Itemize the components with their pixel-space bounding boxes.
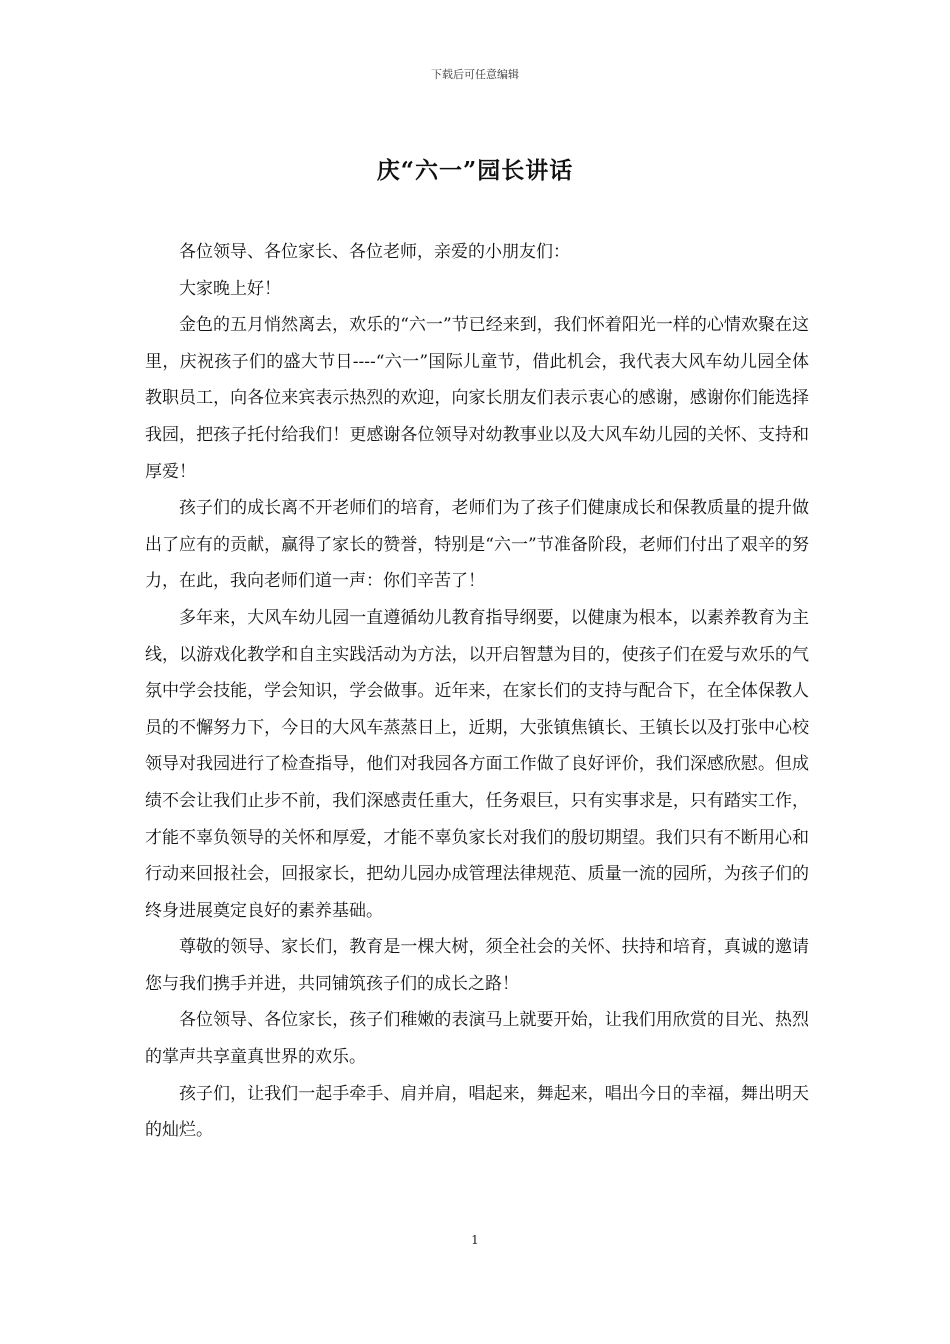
paragraph-performance: 各位领导、各位家长，孩子们稚嫩的表演马上就要开始，让我们用欣赏的目光、热烈的掌声共享童真世界的欢乐。 (145, 1010, 809, 1068)
paragraph-salutation: 各位领导、各位家长、各位老师，亲爱的小朋友们： (179, 242, 570, 262)
paragraph-closing: 孩子们，让我们一起手牵手、肩并肩，唱起来，舞起来，唱出今日的幸福，舞出明天的灿烂。 (145, 1083, 809, 1141)
document-body (145, 234, 809, 1149)
paragraph-welcome: 金色的五月悄然离去，欢乐的“六一”节已经来到，我们怀着阳光一样的心情欢聚在这里，庆祝孩子们的盛大节日----“六一”国际儿童节，借此机会，我代表大风车幼儿园全体教职员工，向各位来宾表示热烈的欢迎，向家长朋友们表示衷心的感谢，感谢你们能选择我园，把孩子托付给我们！更感谢各位领导对幼教事业以及大风车幼儿园的关怀、支持和厚爱！ (145, 315, 809, 482)
paragraph-teachers: 孩子们的成长离不开老师们的培育，老师们为了孩子们健康成长和保教质量的提升做出了应有的贡献，赢得了家长的赞誉，特别是“六一”节准备阶段，老师们付出了艰辛的努力，在此，我向老师们道一声：你们辛苦了！ (145, 498, 809, 592)
paragraph-achievements: 多年来，大风车幼儿园一直遵循幼儿教育指导纲要，以健康为根本，以素养教育为主线，以游戏化教学和自主实践活动为方法，以开启智慧为目的，使孩子们在爱与欢乐的气氛中学会技能，学会知识，学会做事。近年来，在家长们的支持与配合下，在全体保教人员的不懈努力下，今日的大风车蒸蒸日上，近期，大张镇焦镇长、王镇长以及打张中心校领导对我园进行了检查指导，他们对我园各方面工作做了良好评价，我们深感欣慰。但成绩不会让我们止步不前，我们深感责任重大，任务艰巨，只有实事求是，只有踏实工作，才能不辜负领导的关怀和厚爱，才能不辜负家长对我们的殷切期望。我们只有不断用心和行动来回报社会，回报家长，把幼儿园办成管理法律规范、质量一流的园所，为孩子们的终身进展奠定良好的素养基础。 (145, 607, 809, 921)
paragraph-greeting: 大家晚上好！ (179, 278, 281, 299)
page-number: 1 (471, 1233, 479, 1247)
header-note: 下载后可任意编辑 (431, 68, 519, 81)
paragraph-invitation: 尊敬的领导、家长们，教育是一棵大树，须全社会的关怀、扶持和培育，真诚的邀请您与我们携手并进，共同铺筑孩子们的成长之路！ (145, 937, 809, 994)
document-title: 庆“六一”园长讲话 (376, 157, 574, 184)
